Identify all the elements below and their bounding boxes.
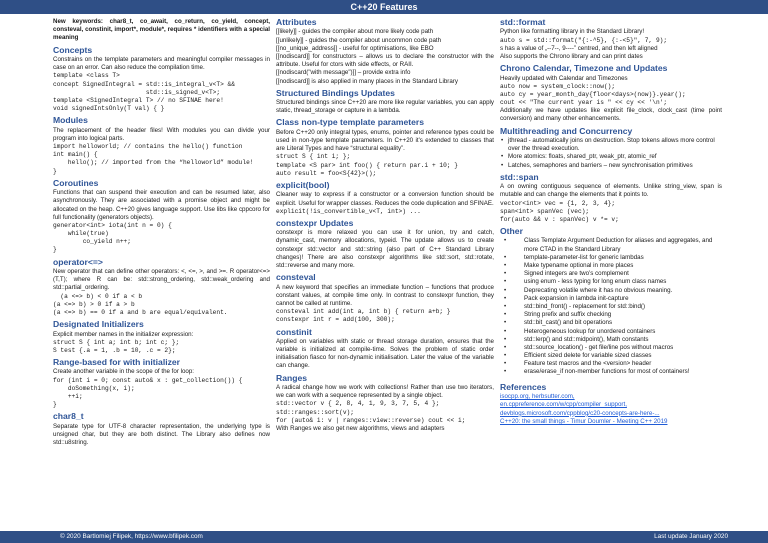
explicit-heading: explicit(bool) [276,179,330,190]
list-item: • std::bind_front() - replacement for std::bind() [500,303,722,311]
list-item: • template-parameter-list for generic lambdas [500,254,722,262]
concepts-heading: Concepts [53,44,93,55]
consteval-heading: consteval [276,272,316,283]
page-title: C++20 Features [350,2,418,12]
attr-item: [[unlikely]] - guides the compiler about uncommon code path [276,36,442,44]
spaceship-text: New operator that can define other operators: <, <=, >, and >=. R operator<=>(T,T); where R can be: std::strong_ordering, std::weak_ordering and std::partial_ordering. [53,268,270,292]
attr-item: [[nodiscard]] is also applied in many places in the Standard Library [276,77,458,85]
other-list [500,237,722,376]
nttp-heading: Class non-type template parameters [276,117,425,128]
list-item: • Make typename optional in more places [500,262,722,270]
list-item: • Heterogeneous lookup for unordered containers [500,328,722,336]
list-item: • jthread - automatically joins on destruction. Stop tokens allows more control over the thread execution. [500,137,722,153]
attr-item: [[nodiscard]] for constructors – allows us to declare the constructor with the attribute. Useful for ctors with side effects, or RAII. [276,52,494,69]
range-for-text: Create another variable in the scope of the for loop: [53,368,195,376]
chrono-code: auto now = system_clock::now(); auto cy = year_month_day{floor<days>(now)}.year(); cout << "The current year is " << cy << '\n'; [500,82,686,107]
last-update-text: Last update January 2020 [654,533,728,540]
format-heading: std::format [500,18,546,27]
keywords-text: New keywords: char8_t, co_await, co_return, co_yield, concept, consteval, constinit, import*, module*, requires * identifiers with a special meaning [53,18,270,42]
spaceship-heading: operator<=> [53,256,103,267]
designated-heading: Designated Initializers [53,319,144,330]
format-note: Also supports the Chrono library and can print dates [500,52,643,60]
list-item: • std::lerp() and std::midpoint(), Math constants [500,336,722,344]
other-heading: Other [500,226,523,237]
list-item: • Deprecating volatile where it has no obvious meaning. [500,287,722,295]
chrono-text: Heavily updated with Calendar and Timezones [500,74,628,82]
structured-bindings-heading: Structured Bindings Updates [276,87,395,98]
copyright-text: © 2020 Bartlomiej Filipek, https://www.bfilipek.com [60,533,203,540]
modules-code: import helloworld; // contains the hello() function int main() { hello(); // imported from the “helloworld” module! } [53,143,254,175]
constinit-text: Applied on variables with static or thread storage duration, ensures that the variable is initialized at compile-time. Solves the problem of static order initialisation fiasco for non-dynamic initialisation. Later the value of the variable can change. [276,337,494,370]
list-item: • String prefix and suffix checking [500,311,722,319]
modules-text: The replacement of the header files! With modules you can divide your program into logical parts. [53,126,270,142]
nttp-code: struct S { int i; }; template <S par> int foo() { return par.i + 10; } auto result = foo<S{42}>(); [276,153,458,177]
reference-link[interactable]: C++20: the small things - Timur Doumler - Meeting C++ 2019 [500,418,668,426]
span-text: A on owning contiguous sequence of elements. Unlike string_view, span is mutable and can change the elements that it points to. [500,183,722,199]
list-item: • Efficient sized delete for variable sized classes [500,352,722,360]
constinit-heading: constinit [276,326,312,337]
concepts-text: Constrains on the template parameters and meaningful compiler messages in case on an error. Can also reduce the compilation time. [53,55,270,72]
attributes-heading: Attributes [276,18,317,27]
span-code: vector<int> vec = {1, 2, 3, 4}; span<int> spanVec (vec); for(auto && v : spanVec) v *= v; [500,199,619,223]
column-1 [53,18,270,529]
list-item: • Feature test macros and the <version> header [500,360,722,368]
consteval-code: consteval int add(int a, int b) { return a+b; } constexpr int r = add(100, 300); [276,308,451,324]
list-item: • More atomics: floats, shared_ptr, weak_ptr, atomic_ref [500,153,722,161]
multithreading-list [500,137,722,170]
modules-heading: Modules [53,115,88,126]
range-for-code: for (int i = 0; const auto& x : get_collection()) { doSomething(x, i); ++i; } [53,376,243,409]
consteval-text: A new keyword that specifies an immediate function – functions that produce constant values, at compile time only. In contrast to constexpr function, they cannot be called at runtime. [276,283,494,307]
multithreading-heading: Multithreading and Concurrency [500,125,633,136]
ranges-code: std::vector v { 2, 8, 4, 1, 9, 3, 7, 5, 4 }; std::ranges::sort(v); for (auto& i: v | ranges::view::reverse) cout << i; [276,400,466,424]
char8-heading: char8_t [53,411,84,422]
attr-item: [[no_unique_address]] - useful for optimisations, like EBO [276,44,434,52]
designated-text: Explicit member names in the initializer expression: [53,330,194,338]
references-list [500,393,722,426]
footer-bar [0,531,768,543]
coroutines-code: generator<int> iota(int n = 0) { while(true) co_yield n++; } [53,221,172,254]
span-heading: std::span [500,171,539,182]
reference-link[interactable]: isocpp.org, herbsutter.com, [500,393,575,400]
concepts-code: template <class T> concept SignedIntegral = std::is_integral_v<T> && std::is_signed_v<T>; template <SignedIntegral T> // no SFINAE here! void signedIntsOnly(T val) { } [53,72,235,113]
chrono-heading: Chrono Calendar, Timezone and Updates [500,63,668,74]
coroutines-heading: Coroutines [53,177,99,188]
char8-text: Separate type for UTF-8 character representation, the underlying type is unsigned char, but they are both distinct. The Library also defines now std::u8string. [53,422,270,447]
explicit-code: explicit(!is_convertible_v<T, int>) ... [276,207,421,215]
column-2 [276,18,494,529]
structured-bindings-text: Structured bindings since C++20 are more like regular variables, you can apply static, thread_storage or capture in a lambda. [276,99,494,115]
constexpr-heading: constexpr Updates [276,217,354,228]
list-item: • Signed integers are two’s complement [500,270,722,278]
range-for-heading: Range-based for with initializer [53,357,181,368]
format-code: auto s = std::format("{:-^5}, {:-<5}", 7, 9); [500,36,668,44]
list-item: • Pack expansion in lambda init-capture [500,295,722,303]
coroutines-text: Functions that can suspend their execution and can be resumed later, also asynchronously. They are associated with a promise object and might be allocated on the heap. C++20 gives language support. Use libs like cppcoro for full functionality (generators objects). [53,189,270,221]
references-heading: References [500,381,547,392]
list-item: • Latches, semaphores and barriers – new synchronisation primitives [500,162,722,170]
explicit-text: Cleaner way to express if a constructor or a conversion function should be explicit. Useful for wrapper classes. Reduces the code duplication and SFINAE. [276,191,494,207]
list-item: • std::bit_cast() and bit operations [500,319,722,327]
format-text: Python like formatting library in the Standard Library! [500,28,645,36]
constexpr-text: constexpr is more relaxed you can use it for union, try and catch, dynamic_cast, memory allocations, typeid. The update allows us to create constexpr std::vector and std::string (also part of C++ Standard Library changes)! There are also constexpr algorithms like std::sort, std::rotate, std::reverse and many more. [276,229,494,269]
nttp-text: Before C++20 only integral types, enums, pointer and reference types could be used in non-type template parameters. In C++20 it’s extended to classes that are Literal Types and have “structural equality”. [276,128,494,153]
ranges-heading: Ranges [276,372,308,383]
list-item: • Class Template Argument Deduction for aliases and aggregates, and more CTAD in the Standard Library [500,237,722,253]
format-note: s has a value of „--7--, 9----” centred, and then left aligned [500,44,658,52]
list-item: • using enum - less typing for long enum class names [500,278,722,286]
title-bar [0,0,768,14]
list-item: • std::source_location() - get file/line pos without macros [500,344,722,352]
attr-item: [[likely]] - guides the compiler about more likely code path [276,28,434,36]
spaceship-code: (a <=> b) < 0 if a < b (a <=> b) > 0 if a > b (a <=> b) == 0 if a and b are equal/equivalent. [53,292,228,316]
column-3 [500,18,722,529]
designated-code: struct S { int a; int b; int c; }; S test {.a = 1, .b = 10, .c = 2}; [53,338,180,354]
chrono-note: Additionally we have updates like explicit file_clock, clock_cast (time point conversion) and many other enhancements. [500,107,722,123]
list-item: • erase/erase_if non-member functions for most of containers! [500,368,722,376]
reference-link[interactable]: en.cppreference.com/w/cpp/compiler_support, [500,401,627,409]
reference-link[interactable]: devblogs.microsoft.com/cppblog/c20-concepts-are-here-... [500,409,660,417]
ranges-note: With Ranges we also get new algorithms, views and adapters [276,424,445,432]
ranges-text: A radical change how we work with collections! Rather than use two iterators, we can work with a sequence represented by a single object. [276,384,494,400]
attr-item: [[nodiscard("with message")]] – provide extra info [276,69,411,77]
